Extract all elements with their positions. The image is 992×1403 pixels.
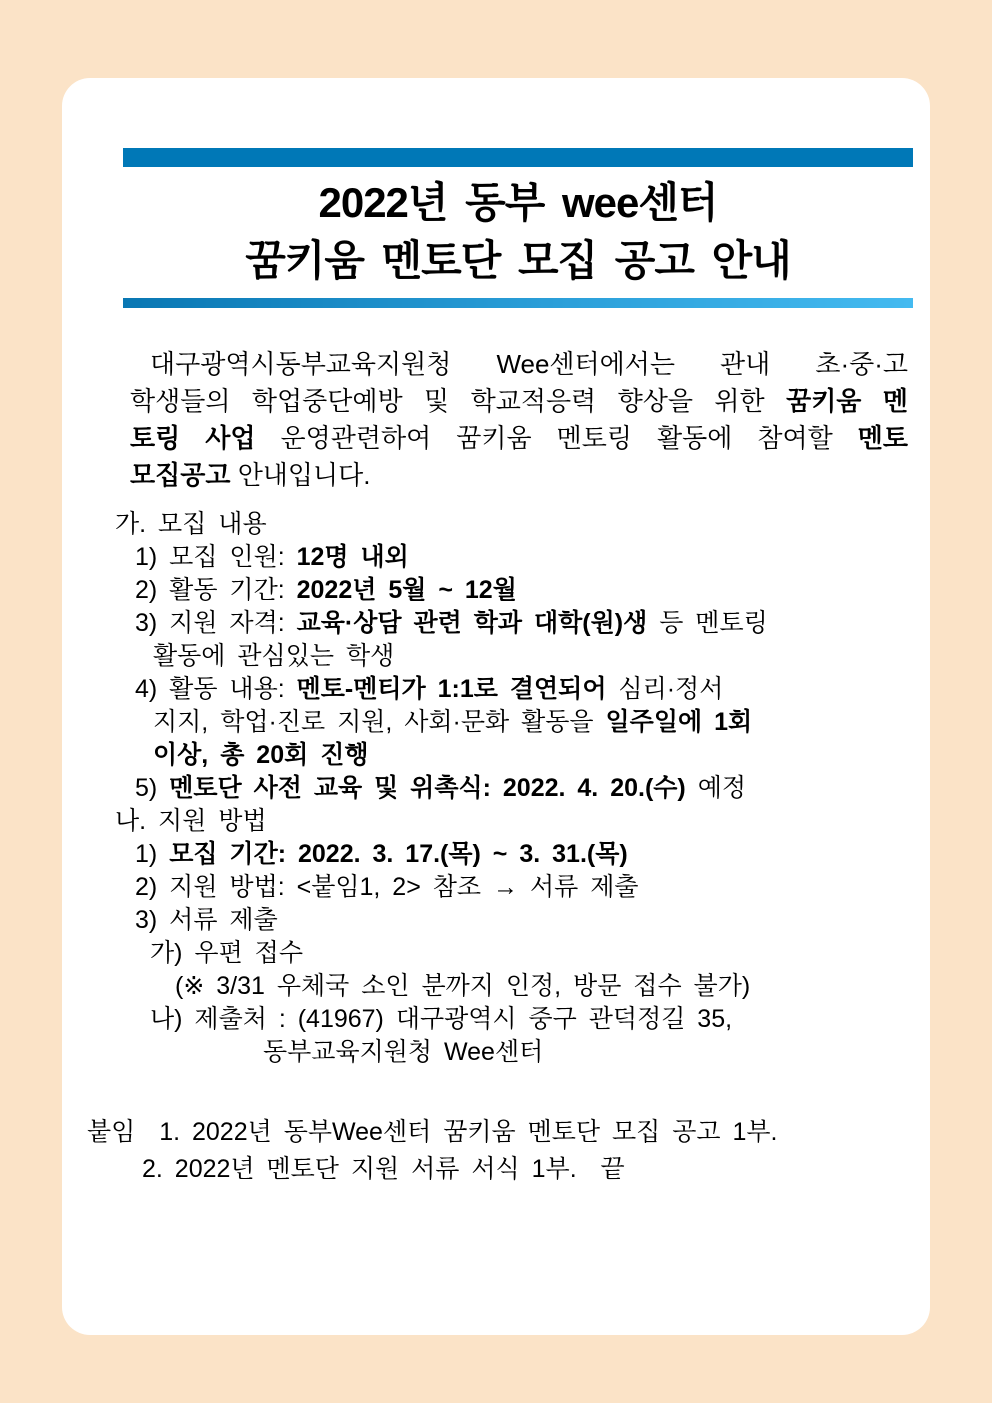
bottom-accent-bar bbox=[123, 298, 913, 308]
body-content bbox=[115, 508, 917, 1069]
doc-text-bold: 교육·상담 관련 학과 대학(원)생 bbox=[296, 609, 648, 637]
doc-text: 3) 서류 제출 bbox=[135, 906, 278, 934]
doc-text-bold: 멘토-멘티가 1:1로 결연되어 bbox=[296, 675, 607, 703]
doc-line bbox=[87, 1151, 907, 1188]
doc-line bbox=[115, 772, 917, 805]
doc-line bbox=[115, 739, 917, 772]
doc-line bbox=[130, 420, 908, 457]
doc-text: 예정 bbox=[685, 774, 746, 802]
doc-line bbox=[115, 937, 917, 970]
doc-line bbox=[115, 541, 917, 574]
top-accent-bar bbox=[123, 148, 913, 167]
intro-paragraph bbox=[130, 346, 908, 494]
doc-text: 가. 모집 내용 bbox=[115, 510, 267, 538]
doc-text-bold: 일주일에 1회 bbox=[605, 708, 753, 736]
doc-text-bold: 꿈키움 멘 bbox=[786, 386, 908, 416]
document-card bbox=[62, 78, 930, 1335]
doc-line bbox=[115, 1036, 917, 1069]
doc-text: 대구광역시동부교육지원청 Wee센터에서는 관내 초·중·고 bbox=[150, 349, 908, 379]
doc-line bbox=[115, 904, 917, 937]
doc-text: 운영관련하여 꿈키움 멘토링 활동에 참여할 bbox=[255, 423, 858, 453]
doc-text: 동부교육지원청 Wee센터 bbox=[263, 1038, 544, 1066]
doc-text: 1) bbox=[135, 840, 170, 868]
doc-text-bold: 멘토단 사전 교육 및 위촉식: 2022. 4. 20.(수) bbox=[169, 774, 686, 802]
doc-text: 나) 제출처 : (41967) 대구광역시 중구 관덕정길 35, bbox=[150, 1005, 733, 1033]
doc-line bbox=[115, 871, 917, 904]
doc-line bbox=[115, 838, 917, 871]
doc-text: 학생들의 학업중단예방 및 학교적응력 향상을 위한 bbox=[130, 386, 787, 416]
doc-text: 나. 지원 방법 bbox=[115, 807, 267, 835]
title-line-1: 2022년 동부 wee센터 bbox=[318, 179, 718, 226]
doc-text: 1) 모집 인원: bbox=[135, 543, 297, 571]
doc-text-bold: 토링 사업 bbox=[130, 423, 256, 453]
doc-line bbox=[115, 805, 917, 838]
doc-text: 심리·정서 bbox=[606, 675, 724, 703]
doc-text: 붙임 1. 2022년 동부Wee센터 꿈키움 멘토단 모집 공고 1부. bbox=[87, 1118, 778, 1146]
doc-line bbox=[115, 706, 917, 739]
doc-text: 안내입니다. bbox=[230, 460, 371, 490]
doc-line bbox=[115, 508, 917, 541]
doc-line bbox=[115, 1003, 917, 1036]
doc-text: 2) 활동 기간: bbox=[135, 576, 297, 604]
doc-text-bold: 2022년 5월 ~ 12월 bbox=[296, 576, 517, 604]
doc-line bbox=[130, 346, 908, 383]
doc-text-bold: 모집공고 bbox=[130, 460, 231, 490]
title-line-2: 꿈키움 멘토단 모집 공고 안내 bbox=[245, 237, 791, 284]
doc-line bbox=[130, 383, 908, 420]
doc-line bbox=[115, 640, 917, 673]
doc-text: 지지, 학업·진로 지원, 사회·문화 활동을 bbox=[153, 708, 606, 736]
doc-text: 3) 지원 자격: bbox=[135, 609, 297, 637]
doc-text-bold: 멘토 bbox=[857, 423, 908, 453]
doc-line bbox=[130, 457, 908, 494]
doc-text-bold: 이상, 총 20회 진행 bbox=[153, 741, 369, 769]
doc-line bbox=[87, 1114, 907, 1151]
document-title bbox=[123, 174, 913, 290]
attachment-note bbox=[87, 1114, 907, 1188]
doc-text: 활동에 관심있는 학생 bbox=[153, 642, 395, 670]
doc-text: 4) 활동 내용: bbox=[135, 675, 297, 703]
doc-text: (※ 3/31 우체국 소인 분까지 인정, 방문 접수 불가) bbox=[175, 972, 751, 1000]
doc-text: 등 멘토링 bbox=[647, 609, 768, 637]
doc-line bbox=[115, 574, 917, 607]
doc-line bbox=[115, 970, 917, 1003]
doc-line bbox=[115, 607, 917, 640]
doc-text: 2) 지원 방법: <붙임1, 2> 참조 → 서류 제출 bbox=[135, 873, 639, 901]
doc-text-bold: 12명 내외 bbox=[296, 543, 409, 571]
doc-line bbox=[115, 673, 917, 706]
doc-text-bold: 모집 기간: 2022. 3. 17.(목) ~ 3. 31.(목) bbox=[169, 840, 628, 868]
doc-text: 2. 2022년 멘토단 지원 서류 서식 1부. 끝 bbox=[142, 1155, 625, 1183]
doc-text: 가) 우편 접수 bbox=[150, 939, 303, 967]
doc-text: 5) bbox=[135, 774, 170, 802]
